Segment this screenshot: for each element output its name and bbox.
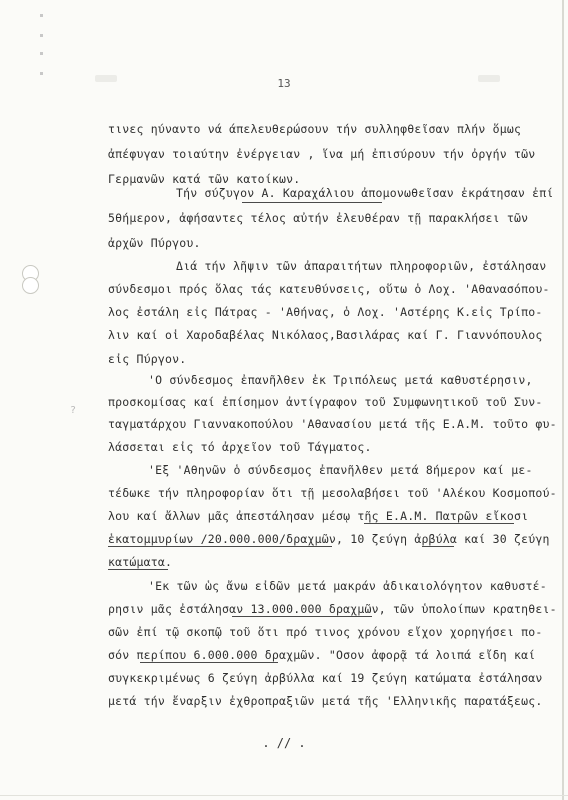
handwritten-underline xyxy=(364,523,514,524)
text-line: συγκεκριμένως 6 ζεύγη ἀρβύλλα καί 19 ζεύγη κατώματα ἐστάλησαν xyxy=(108,671,543,685)
text-line: 'Ο σύνδεσμος ἐπανῆλθεν ἐκ Τριπόλεως μετά καθυστέρησιν, xyxy=(148,373,533,387)
margin-mark: ? xyxy=(70,405,77,416)
text-line: 5θήμερον, ἀφήσαντες τέλος αὐτήν ἐλευθέραν τῇ παρακλήσει τῶν xyxy=(108,211,529,225)
margin-dot xyxy=(40,72,43,75)
page-edge-right xyxy=(562,0,564,800)
text-line: ἀρχῶν Πύργου. xyxy=(108,236,201,250)
text-line: λιν καί οἱ Χαροδαβέλας Νικόλαος,Βασιλάρας καί Γ. Γιαννόπουλος xyxy=(108,328,543,342)
text-line: ἑκατομμυρίων /20.000.000/δραχμῶν, 10 ζεύγη ἀρβύλα καί 30 ζεύγη xyxy=(108,532,550,546)
text-line: σῶν ἐπί τῷ σκοπῷ τοῦ ὅτι πρό τινος χρόνου εἴχον χορηγήσει πο- xyxy=(108,625,543,639)
text-line: προσκομίσας καί ἐπίσημον ἀντίγραφον τοῦ Συμφωνητικοῦ τοῦ Συν- xyxy=(108,395,543,409)
text-line: σύνδεσμοι πρός ὅλας τάς κατευθύνσεις, οὕτω ὁ Λοχ. 'Αθανασόπου- xyxy=(108,282,550,296)
text-line: Γερμανῶν κατά τῶν κατοίκων. xyxy=(108,172,301,186)
text-line: 'Εξ 'Αθηνῶν ὁ σύνδεσμος ἐπανῆλθεν μετά 8ήμερον καί με- xyxy=(148,463,533,477)
text-line: κατώματα. xyxy=(108,555,173,569)
text-line: λάσσεται εἰς τό ἀρχεῖον τοῦ Τάγματος. xyxy=(108,440,372,454)
text-line: τινες ηύναντο νά άπελευθερώσουν τήν συλληφθεῖσαν πλήν ὅμως xyxy=(108,122,522,136)
text-line: Διά τήν λῆψιν τῶν ἀπαραιτήτων πληροφοριῶν, ἐστάλησαν xyxy=(176,259,547,273)
text-line: τέδωκε τήν πληροφορίαν ὅτι τῇ μεσολαβήσει τοῦ 'Αλέκου Κοσμοπού- xyxy=(108,486,557,500)
punch-hole xyxy=(22,277,39,294)
margin-dot xyxy=(40,34,43,37)
handwritten-underline xyxy=(422,546,454,547)
margin-dot xyxy=(40,52,43,55)
text-line: λος ἐστάλη εἰς Πάτρας - 'Αθήνας, ὁ Λοχ. 'Αστέρης Κ.εἰς Τρίπο- xyxy=(108,305,543,319)
text-line: λου καί ἄλλων μᾶς ἀπεστάλησαν μέσῳ τῆς Ε.Α.Μ. Πατρῶν εἴκοσι xyxy=(108,509,529,523)
handwritten-underline xyxy=(108,546,332,547)
text-line: 'Εκ τῶν ὡς ἄνω εἰδῶν μετά μακράν ἀδικαιολόγητον καθυστέ- xyxy=(148,579,547,593)
text-line: μετά τήν ἔναρξιν ἐχθροπραξιῶν μετά τῆς 'Ελληνικῆς παρατάξεως. xyxy=(108,694,543,708)
text-line: ταγματάρχου Γιαννακοπούλου 'Αθανασίου μετά τῆς Ε.Α.Μ. τοῦτο φυ- xyxy=(108,417,557,431)
text-line: Τήν σύζυγον Α. Καραχάλιου ἀπομονωθεῖσαν ἐκράτησαν ἐπί xyxy=(176,186,554,200)
margin-dot xyxy=(40,14,43,17)
continuation-mark: . // . xyxy=(262,736,306,750)
text-line: ἀπέφυγαν τοιαύτην ἐνέργειαν , ἵνα μή ἐπισύρουν τήν ὀργήν τῶν xyxy=(108,147,536,161)
handwritten-underline xyxy=(242,202,382,203)
handwritten-underline xyxy=(232,616,372,617)
text-line: εἰς Πύργον. xyxy=(108,352,187,366)
page-edge-bottom xyxy=(0,795,568,796)
text-line: ρησιν μᾶς ἐστάλησαν 13.000.000 δραχμῶν, τῶν ὑπολοίπων κρατηθει- xyxy=(108,602,557,616)
handwritten-underline xyxy=(140,662,278,663)
page-number: 13 xyxy=(277,77,291,90)
handwritten-underline xyxy=(108,569,168,570)
text-line: σόν περίπου 6.000.000 δραχμῶν. "Οσον ἀφορᾷ τά λοιπά εἴδη καί xyxy=(108,648,536,662)
